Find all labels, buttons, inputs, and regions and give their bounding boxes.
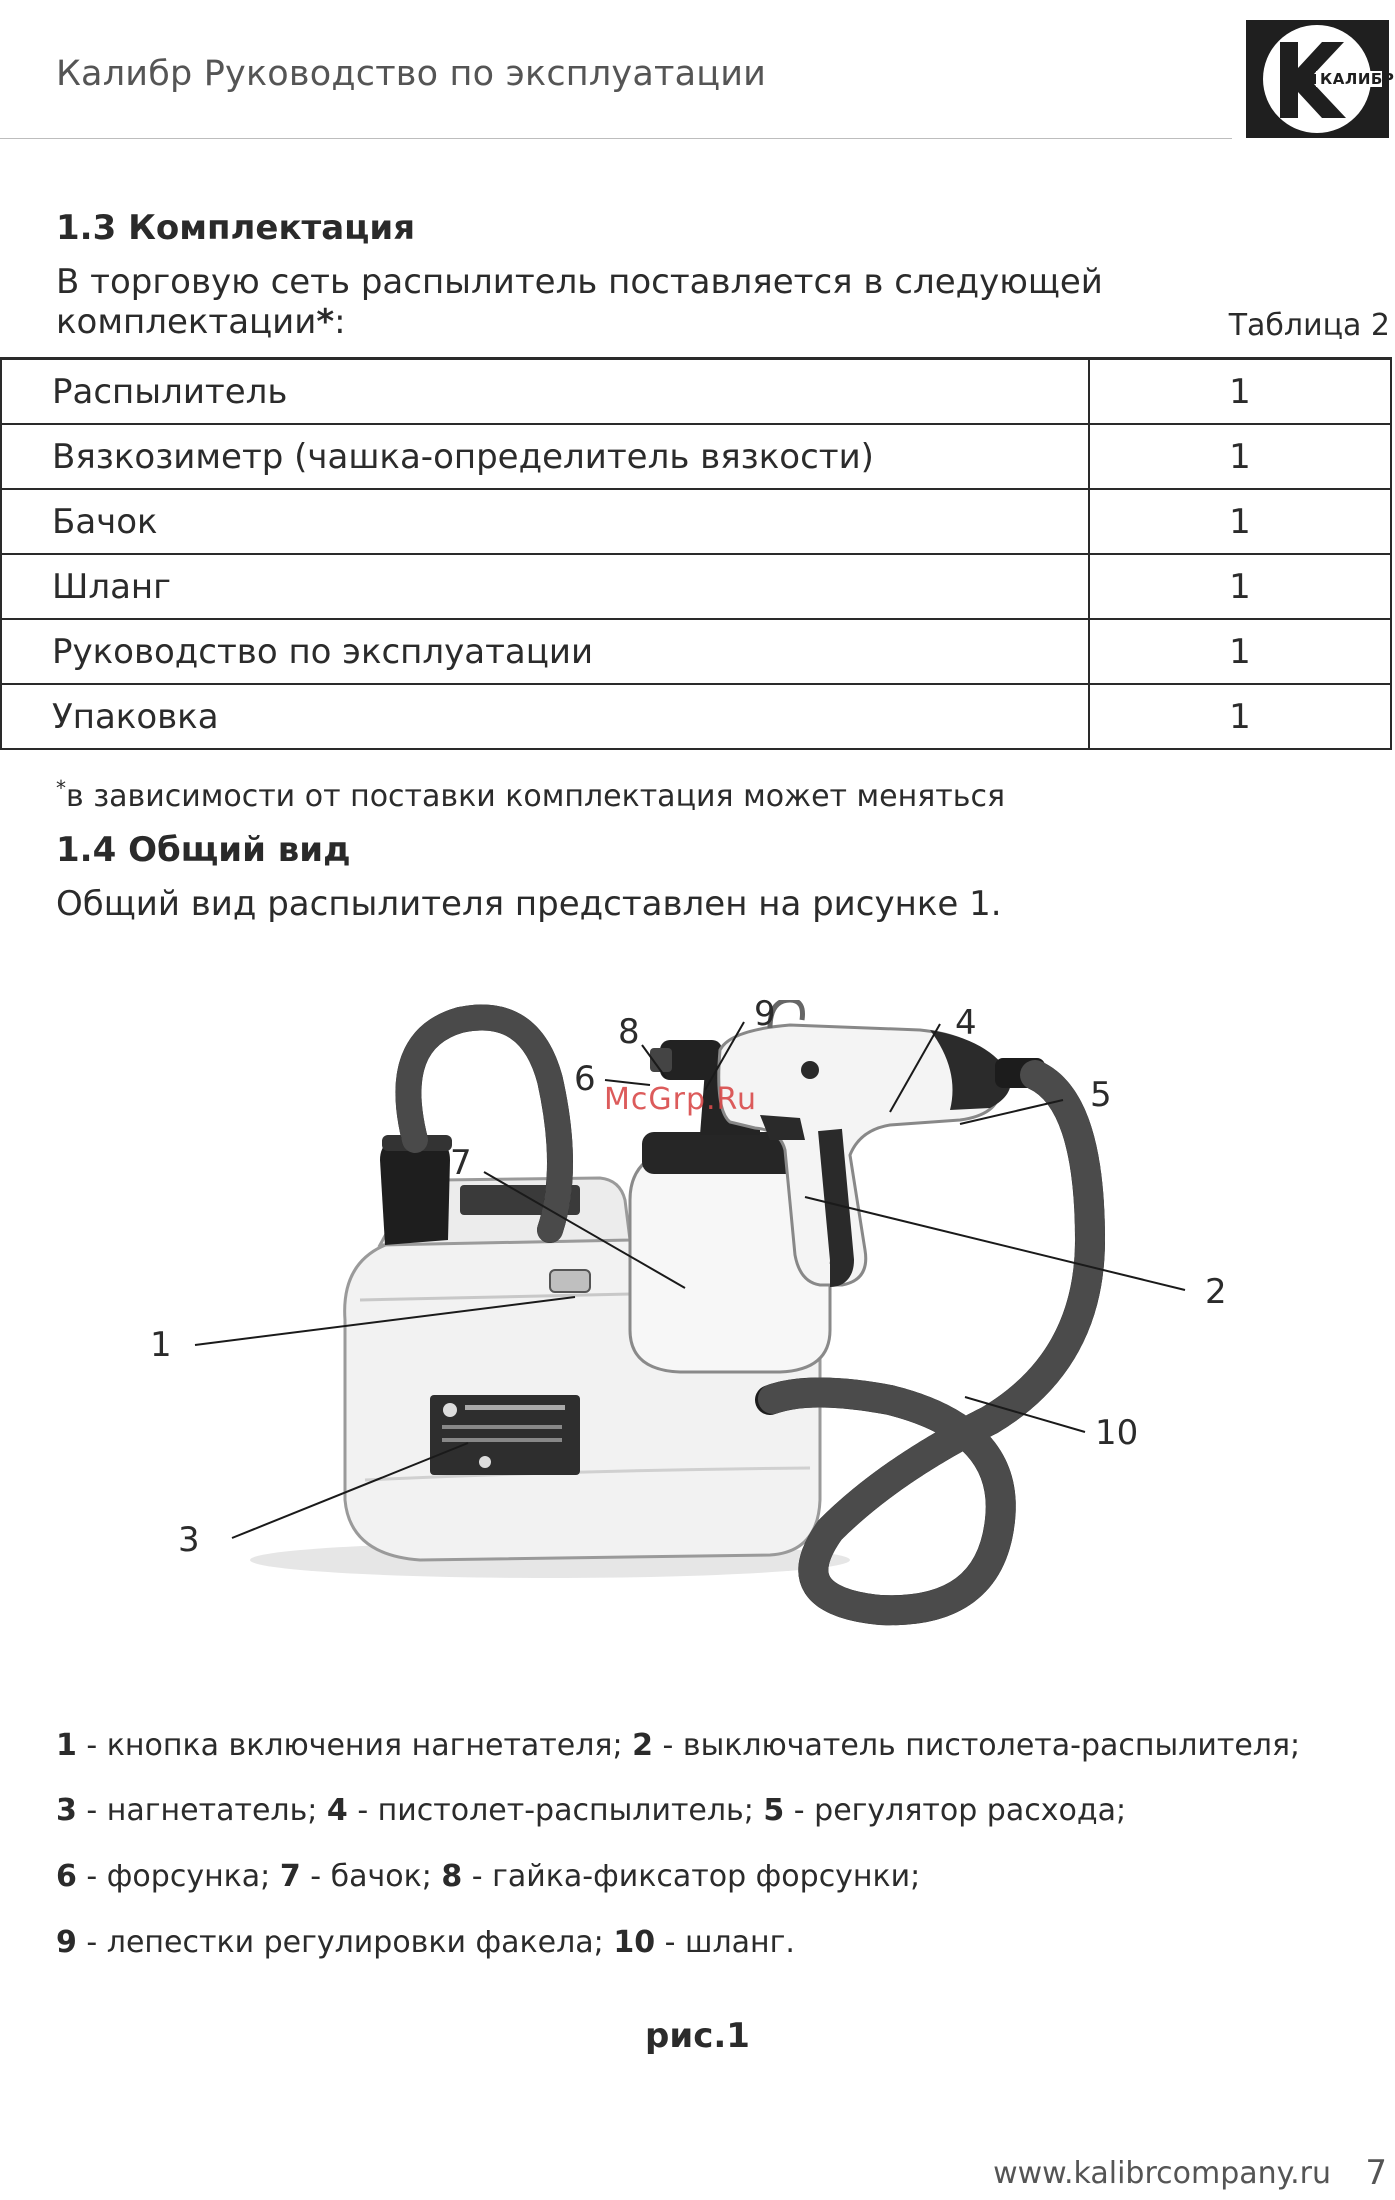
legend-text: - кнопка включения нагнетателя;	[76, 1728, 633, 1763]
kit-qty: 1	[1089, 489, 1391, 554]
legend-text: - гайка-фиксатор форсунки;	[462, 1859, 921, 1894]
kit-qty: 1	[1089, 424, 1391, 489]
legend-text: - нагнетатель;	[76, 1793, 327, 1828]
overview-text: Общий вид распылителя представлен на рисунке 1.	[56, 884, 1002, 924]
legend-num: 6	[56, 1859, 77, 1894]
legend-num: 1	[56, 1728, 77, 1763]
figure-label-2: 2	[1205, 1272, 1227, 1312]
legend-text: - регулятор расхода;	[784, 1793, 1127, 1828]
figure-label-7: 7	[450, 1143, 472, 1183]
logo-text: КАЛИБР	[1320, 70, 1395, 88]
legend-num: 9	[56, 1925, 77, 1960]
figure-caption: рис.1	[645, 2016, 750, 2056]
legend-num: 8	[441, 1859, 463, 1894]
legend-text: - шланг.	[655, 1925, 795, 1960]
page-number: 7	[1365, 2153, 1387, 2193]
kit-item: Бачок	[1, 489, 1089, 554]
kit-qty: 1	[1089, 359, 1391, 425]
kit-intro-asterisk: *	[316, 302, 335, 342]
figure-label-9: 9	[754, 994, 776, 1034]
legend-num: 7	[279, 1859, 301, 1894]
kit-intro-colon: :	[334, 302, 346, 342]
table-caption: Таблица 2	[1228, 308, 1390, 343]
footnote-text: в зависимости от поставки комплектация может меняться	[66, 779, 1005, 814]
footnote-asterisk: *	[56, 776, 66, 800]
kit-item: Вязкозиметр (чашка-определитель вязкости)	[1, 424, 1089, 489]
legend-text: - лепестки регулировки факела;	[76, 1925, 614, 1960]
header-title: Калибр Руководство по эксплуатации	[56, 54, 767, 94]
kit-qty: 1	[1089, 619, 1391, 684]
legend-num: 3	[56, 1793, 77, 1828]
legend-line-3	[56, 1859, 920, 1894]
figure-label-3: 3	[178, 1520, 200, 1560]
kit-item: Шланг	[1, 554, 1089, 619]
kit-item: Упаковка	[1, 684, 1089, 749]
watermark: McGrp.Ru	[604, 1082, 758, 1117]
figure-label-5: 5	[1090, 1075, 1112, 1115]
section-heading-overview: 1.4 Общий вид	[56, 830, 351, 870]
kit-item: Руководство по эксплуатации	[1, 619, 1089, 684]
section-heading-kit: 1.3 Комплектация	[56, 208, 416, 248]
legend-line-1	[56, 1728, 1300, 1763]
figure-label-10: 10	[1095, 1413, 1139, 1453]
legend-text: - выключатель пистолета-распылителя;	[652, 1728, 1301, 1763]
kit-qty: 1	[1089, 684, 1391, 749]
legend-num: 2	[632, 1728, 653, 1763]
legend-line-4	[56, 1925, 795, 1960]
figure-label-6: 6	[574, 1059, 596, 1099]
legend-text: - форсунка;	[76, 1859, 280, 1894]
legend-num: 4	[326, 1793, 348, 1828]
kit-item: Распылитель	[1, 359, 1089, 425]
legend-text: - пистолет-распылитель;	[347, 1793, 764, 1828]
legend-num: 5	[763, 1793, 785, 1828]
kit-qty: 1	[1089, 554, 1391, 619]
figure-label-8: 8	[618, 1012, 640, 1052]
figure-label-1: 1	[150, 1325, 172, 1365]
legend-text: - бачок;	[300, 1859, 442, 1894]
figure-label-4: 4	[955, 1003, 977, 1043]
legend-line-2	[56, 1793, 1126, 1828]
kit-intro-main: В торговую сеть распылитель поставляется в следующей комплектации	[56, 262, 1103, 342]
footer-website-link[interactable]: www.kalibrcompany.ru	[993, 2156, 1331, 2191]
legend-num: 10	[613, 1925, 656, 1960]
